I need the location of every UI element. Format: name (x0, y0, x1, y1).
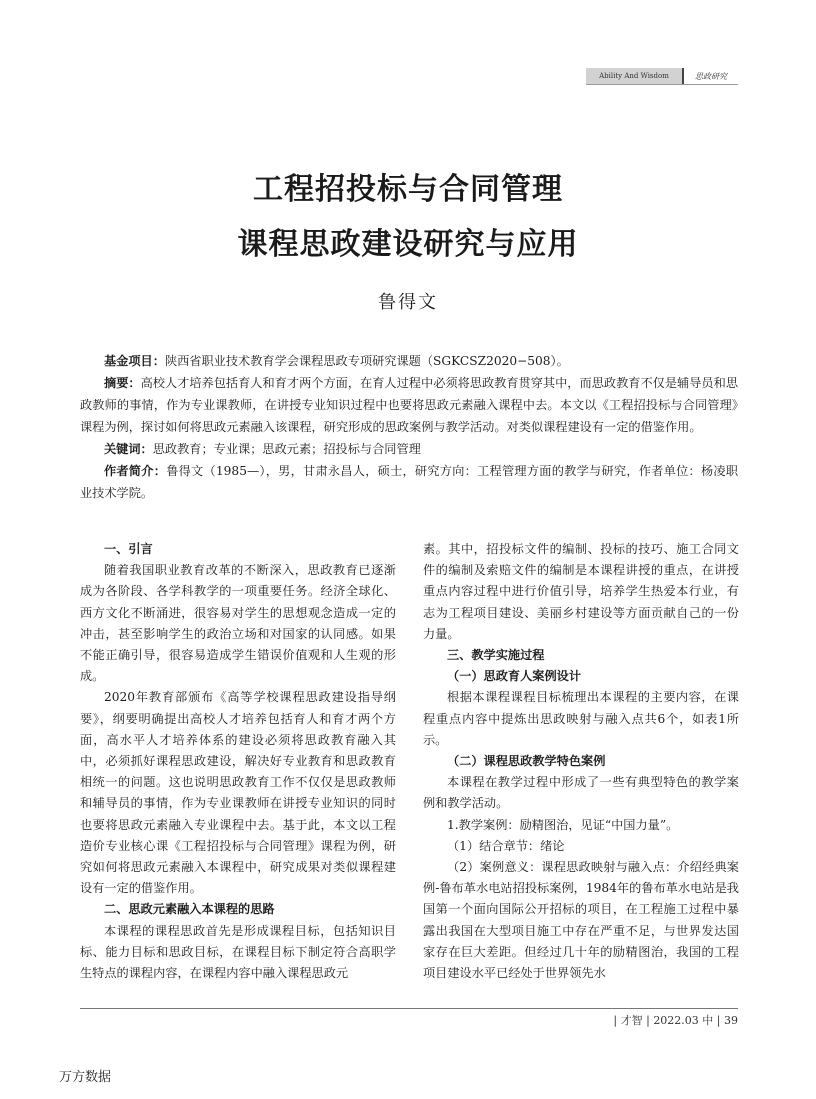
author-name: 鲁得文 (378, 292, 438, 313)
abstract-text: 高校人才培养包括育人和育才两个方面，在育人过程中必须将思政教育贯穿其中，而思政教育不仅是辅导员和思政教师的事情，作为专业课教师，在讲授专业知识过程中也要将思政元素融入课程中去。本文以《工程招投标与合同管理》课程为例，探讨如何将思政元素融入该课程，研究形成的思政案例与教学活动。对类似课程建设有一定的借鉴作用。 (80, 376, 739, 434)
title-line-1: 工程招投标与合同管理 (253, 172, 563, 207)
section-heading-ideas: 二、思政元素融入本课程的思路 (104, 902, 275, 917)
keywords-paragraph (80, 438, 738, 460)
paragraph: 2020年教育部颁布《高等学校课程思政建设指导纲要》，纲要明确提出高校人才培养包括育人和育才两个方面，高水平人才培养体系的建设必须将思政教育融入其中，必须抓好课程思政建设，解决好专业教育和思政教育相统一的问题。这也说明思政教育工作不仅仅是思政教师和辅导员的事情，作为专业课教师在讲授专业知识的同时也要将思政元素融入专业课程中去。基于此，本文以工程造价专业核心课《工程招投标与合同管理》课程为例，研究如何将思政元素融入本课程中，研究成果对类似课程建设有一定的借鉴作用。 (80, 690, 396, 896)
subsection-heading-case-design: （一）思政育人案例设计 (447, 669, 582, 684)
keywords-text: 思政教育；专业课；思政元素；招投标与合同管理 (152, 442, 421, 456)
section-heading-intro: 一、引言 (104, 542, 153, 556)
abstract-paragraph (80, 372, 738, 438)
paragraph: 本课程的课程思政首先是形成课程目标，包括知识目标、能力目标和思政目标，在课程目标下制定符合高职学生特点的课程内容，在课程内容中融入课程思政元 (80, 923, 396, 981)
fund-text: 陕西省职业技术教育学会课程思政专项研究课题（SGKCSZ2020−508）。 (164, 354, 569, 368)
paragraph: 素。其中，招投标文件的编制、投标的技巧、施工合同文件的编制及索赔文件的编制是本课程讲授的重点，在讲授重点内容过程中进行价值引导，培养学生热爱本行业，有志为工程项目建设、美丽乡村建设等方面贡献自己的一份力量。 (423, 542, 739, 641)
meta-block (80, 350, 738, 504)
bio-text: 鲁得文（1985—），男，甘肃永昌人，硕士，研究方向：工程管理方面的教学与研究，作者单位：杨凌职业技术学院。 (80, 464, 739, 500)
running-header (586, 68, 738, 85)
footer-issue: 2022.03 中 (653, 1014, 714, 1027)
bio-label: 作者简介： (104, 464, 167, 478)
paragraph: 1.教学案例：励精图治，见证“中国力量”。 (447, 817, 679, 832)
paragraph: 随着我国职业教育改革的不断深入，思政教育已逐渐成为各阶段、各学科教学的一项重要任务。经济全球化、西方文化不断涌进，很容易对学生的思想观念造成一定的冲击，甚至影响学生的政治立场和对国家的认同感。如果不能正确引导，很容易造成学生错误价值观和人生观的形成。 (80, 563, 396, 684)
abstract-label: 摘要： (104, 376, 141, 390)
right-column (423, 539, 739, 984)
section-heading-implementation: 三、教学实施过程 (447, 648, 545, 663)
keywords-label: 关键词： (104, 442, 153, 456)
subsection-heading-featured-cases: （二）课程思政教学特色案例 (447, 754, 606, 769)
fund-label: 基金项目： (104, 354, 165, 368)
footer-divider (80, 1008, 738, 1009)
paragraph: （2）案例意义：课程思政映射与融入点：介绍经典案例-鲁布革水电站招投标案例，1984年的鲁布革水电站是我国第一个面向国际公开招标的项目，在工程施工过程中暴露出我国在大型项目施工中存在严重不足，与世界发达国家存在巨大差距。但经过几十年的励精图治，我国的工程项目建设水平已经处于世界领先水 (423, 860, 739, 981)
left-column (80, 539, 396, 984)
header-section: 思政研究 (682, 68, 738, 84)
footer-journal: 才智 (620, 1014, 643, 1027)
watermark: 万方数据 (59, 1070, 112, 1085)
bio-paragraph (80, 460, 738, 504)
paragraph: 根据本课程课程目标梳理出本课程的主要内容，在课程重点内容中提炼出思政映射与融入点共6个，如表1所示。 (423, 690, 739, 747)
title-line-2: 课程思政建设研究与应用 (237, 227, 579, 262)
paragraph: （1）结合章节：绪论 (447, 838, 565, 853)
page-number: 39 (724, 1014, 738, 1027)
fund-paragraph (80, 350, 738, 372)
page-footer: | 才智 | 2022.03 中 | 39 (613, 1014, 738, 1027)
header-journal-english: Ability And Wisdom (586, 68, 682, 84)
paragraph: 本课程在教学过程中形成了一些有典型特色的教学案例和教学活动。 (423, 775, 739, 811)
